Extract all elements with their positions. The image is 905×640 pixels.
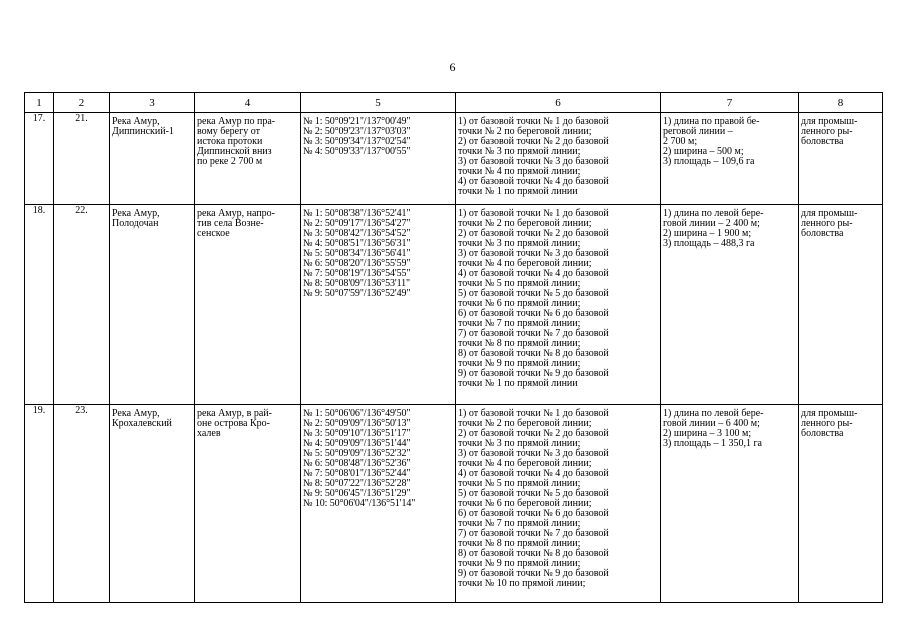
row-number: 17. [25,113,54,205]
fishing-sites-table [24,92,883,603]
site-number: 22. [54,205,110,405]
boundary-line: точки № 4 по прямой линии; [458,166,581,177]
site-number: 21. [54,113,110,205]
row-number: 19. [25,405,54,603]
dimension-line: 2) ширина – 1 900 м; [663,228,752,239]
site-name [110,205,195,405]
boundary-line: точки № 5 по прямой линии; [458,478,581,489]
boundary-line: точки № 7 по прямой линии; [458,318,581,329]
column-header: 3 [110,93,195,113]
coordinate-line: № 1: 50°06'06"/136°49'50" [303,408,411,419]
boundary-line: 5) от базовой точки № 5 до базовой [458,488,609,499]
site-name-line: Полодочан [112,218,159,229]
purpose-line: ленного ры- [801,126,853,137]
boundary-line: 8) от базовой точки № 8 до базовой [458,348,609,359]
coordinate-line: № 2: 50°09'09"/136°50'13" [303,418,411,429]
dimension-line: говой линии – 2 400 м; [663,218,760,229]
site-location-line: халев [197,428,221,439]
site-location [195,113,301,205]
coordinate-line: № 4: 50°09'33"/137°00'55" [303,146,411,157]
column-header: 4 [195,93,301,113]
coordinate-line: № 8: 50°07'22"/136°52'28" [303,478,411,489]
boundary-line: 3) от базовой точки № 3 до базовой [458,248,609,259]
site-location [195,405,301,603]
boundary-line: точки № 6 по прямой линии; [458,298,581,309]
purpose-line: боловства [801,136,844,147]
site-location-line: Диппинской вниз [197,146,272,157]
column-header: 1 [25,93,54,113]
boundary-line: точки № 9 по прямой линии; [458,558,581,569]
boundary-line: 6) от базовой точки № 6 до базовой [458,508,609,519]
table-row [25,205,883,405]
table-row [25,113,883,205]
boundary-description [456,113,661,205]
boundary-line: 8) от базовой точки № 8 до базовой [458,548,609,559]
purpose-line: для промыш- [801,116,858,127]
site-name [110,113,195,205]
site-purpose [799,405,883,603]
coordinate-line: № 3: 50°09'10"/136°51'17" [303,428,411,439]
boundary-line: точки № 3 по прямой линии; [458,238,581,249]
boundary-line: 1) от базовой точки № 1 до базовой [458,408,609,419]
coordinate-line: № 7: 50°08'01"/136°52'44" [303,468,411,479]
coordinate-line: № 4: 50°08'51"/136°56'31" [303,238,411,249]
coordinate-line: № 8: 50°08'09"/136°53'11" [303,278,410,289]
site-location-line: река Амур, в рай- [197,408,272,419]
coordinate-line: № 1: 50°09'21"/137°00'49" [303,116,411,127]
boundary-line: точки № 2 по береговой линии; [458,218,592,229]
site-location [195,205,301,405]
boundary-line: 5) от базовой точки № 5 до базовой [458,288,609,299]
boundary-line: точки № 4 по береговой линии; [458,458,592,469]
coordinate-line: № 7: 50°08'19"/136°54'55" [303,268,411,279]
column-header: 5 [301,93,456,113]
boundary-line: 1) от базовой точки № 1 до базовой [458,116,609,127]
dimension-line: 2 700 м; [663,136,698,147]
row-number: 18. [25,205,54,405]
purpose-line: боловства [801,228,844,239]
site-name-line: Крохалевский [112,418,172,429]
boundary-line: 4) от базовой точки № 4 до базовой [458,176,609,187]
boundary-line: 3) от базовой точки № 3 до базовой [458,156,609,167]
coordinate-line: № 6: 50°08'20"/136°55'59" [303,258,411,269]
coordinate-line: № 10: 50°06'04"/136°51'14" [303,498,416,509]
site-location-line: река Амур по пра- [197,116,276,127]
site-name-line: Река Амур, [112,116,160,127]
boundary-line: 6) от базовой точки № 6 до базовой [458,308,609,319]
boundary-line: точки № 2 по береговой линии; [458,126,592,137]
site-location-line: по реке 2 700 м [197,156,263,167]
boundary-line: точки № 6 по береговой линии; [458,498,592,509]
purpose-line: для промыш- [801,408,858,419]
site-location-line: сенское [197,228,230,239]
coordinate-line: № 9: 50°07'59"/136°52'49" [303,288,411,299]
site-purpose [799,113,883,205]
boundary-line: 9) от базовой точки № 9 до базовой [458,568,609,579]
column-header: 2 [54,93,110,113]
base-point-coordinates [301,113,456,205]
boundary-line: точки № 4 по береговой линии; [458,258,592,269]
base-point-coordinates [301,405,456,603]
boundary-line: 4) от базовой точки № 4 до базовой [458,468,609,479]
site-location-line: река Амур, напро- [197,208,275,219]
site-name [110,405,195,603]
dimension-line: 2) ширина – 3 100 м; [663,428,752,439]
column-header: 7 [661,93,799,113]
dimension-line: 1) длина по левой бере- [663,208,764,219]
dimension-line: 3) площадь – 109,6 га [663,156,755,167]
coordinate-line: № 5: 50°09'09"/136°52'32" [303,448,411,459]
boundary-line: точки № 3 по прямой линии; [458,146,581,157]
column-number-row [25,93,883,113]
boundary-line: точки № 5 по прямой линии; [458,278,581,289]
boundary-description [456,205,661,405]
dimension-line: 1) длина по правой бе- [663,116,760,127]
boundary-line: точки № 9 по прямой линии; [458,358,581,369]
coordinate-line: № 9: 50°06'45"/136°51'29" [303,488,411,499]
boundary-line: 7) от базовой точки № 7 до базовой [458,328,609,339]
boundary-line: 4) от базовой точки № 4 до базовой [458,268,609,279]
site-name-line: Диппинский-1 [112,126,174,137]
purpose-line: ленного ры- [801,418,853,429]
boundary-line: 2) от базовой точки № 2 до базовой [458,428,609,439]
base-point-coordinates [301,205,456,405]
boundary-line: точки № 2 по береговой линии; [458,418,592,429]
purpose-line: боловства [801,428,844,439]
coordinate-line: № 5: 50°08'34"/136°56'41" [303,248,411,259]
coordinate-line: № 2: 50°09'17"/136°54'27" [303,218,411,229]
coordinate-line: № 2: 50°09'23"/137°03'03" [303,126,411,137]
site-dimensions [661,205,799,405]
boundary-line: точки № 8 по прямой линии; [458,338,581,349]
column-header: 8 [799,93,883,113]
boundary-description [456,405,661,603]
dimension-line: реговой линии – [663,126,733,137]
dimension-line: 2) ширина – 500 м; [663,146,744,157]
page-number: 6 [449,60,456,74]
site-name-line: Река Амур, [112,408,160,419]
coordinate-line: № 1: 50°08'38"/136°52'41" [303,208,411,219]
site-location-line: истока протоки [197,136,263,147]
site-dimensions [661,405,799,603]
purpose-line: для промыш- [801,208,858,219]
coordinate-line: № 6: 50°08'48"/136°52'36" [303,458,411,469]
boundary-line: точки № 7 по прямой линии; [458,518,581,529]
coordinate-line: № 3: 50°08'42"/136°54'52" [303,228,411,239]
boundary-line: 7) от базовой точки № 7 до базовой [458,528,609,539]
coordinate-line: № 3: 50°09'34"/137°02'54" [303,136,411,147]
dimension-line: говой линии – 6 400 м; [663,418,760,429]
boundary-line: 2) от базовой точки № 2 до базовой [458,228,609,239]
site-name-line: Река Амур, [112,208,160,219]
dimension-line: 3) площадь – 488,3 га [663,238,755,249]
site-dimensions [661,113,799,205]
site-location-line: тив села Возне- [197,218,264,229]
boundary-line: 2) от базовой точки № 2 до базовой [458,136,609,147]
dimension-line: 1) длина по левой бере- [663,408,764,419]
site-location-line: вому берегу от [197,126,260,137]
boundary-line: точки № 10 по прямой линии; [458,578,586,589]
boundary-line: точки № 3 по прямой линии; [458,438,581,449]
boundary-line: точки № 8 по прямой линии; [458,538,581,549]
coordinate-line: № 4: 50°09'09"/136°51'44" [303,438,411,449]
column-header: 6 [456,93,661,113]
boundary-line: точки № 1 по прямой линии [458,378,578,389]
boundary-line: 9) от базовой точки № 9 до базовой [458,368,609,379]
dimension-line: 3) площадь – 1 350,1 га [663,438,762,449]
boundary-line: 1) от базовой точки № 1 до базовой [458,208,609,219]
purpose-line: ленного ры- [801,218,853,229]
site-number: 23. [54,405,110,603]
boundary-line: точки № 1 по прямой линии [458,186,578,197]
boundary-line: 3) от базовой точки № 3 до базовой [458,448,609,459]
site-location-line: оне острова Кро- [197,418,270,429]
site-purpose [799,205,883,405]
table-row [25,405,883,603]
